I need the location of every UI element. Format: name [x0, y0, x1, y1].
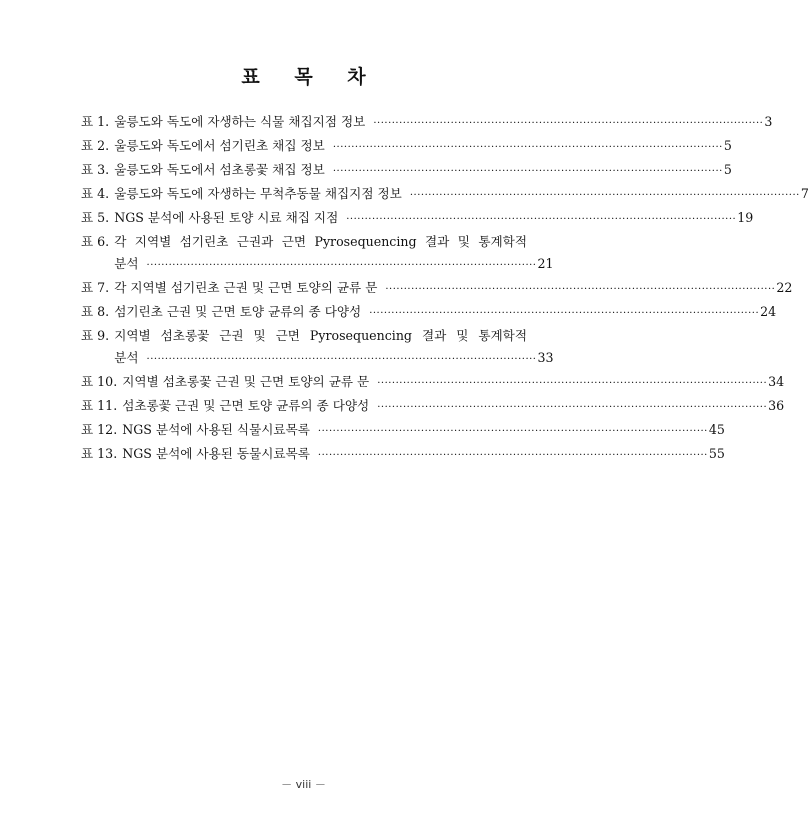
entry-body [114, 183, 809, 207]
entry-number: 표 5. [81, 210, 110, 225]
entry-number: 표 4. [81, 186, 110, 201]
entry-number: 표 1. [81, 114, 110, 129]
entry-line [114, 183, 809, 207]
entry-page: 3 [764, 114, 773, 129]
entry-body [122, 371, 785, 395]
entry-number: 표 11. [81, 398, 118, 413]
entry-body [114, 135, 732, 159]
entry-body [114, 207, 754, 231]
entry-page: 7 [800, 186, 809, 201]
entry-line [114, 277, 793, 301]
entry-line [114, 111, 773, 135]
dot-leader: ·········································································································· [377, 378, 768, 389]
entry-title: 지역별 섬초롱꽃 근권 및 근면 토양의 균류 문 [122, 374, 370, 389]
toc-entry [81, 395, 785, 419]
entry-line [122, 395, 785, 419]
entry-page: 19 [737, 210, 754, 225]
entry-body [122, 419, 725, 443]
toc-entry [81, 325, 554, 371]
entry-page: 33 [537, 350, 554, 365]
entry-line [114, 253, 554, 277]
entry-page: 34 [768, 374, 785, 389]
entry-body [114, 325, 554, 371]
entry-body [122, 443, 725, 467]
entry-number: 표 9. [81, 328, 110, 343]
entry-body [114, 231, 554, 277]
entry-body [114, 277, 793, 301]
entry-title: 섬기린초 근권 및 근면 토양 균류의 종 다양성 [114, 304, 362, 319]
entry-title: NGS 분석에 사용된 토양 시료 채집 지점 [114, 210, 339, 225]
dot-leader: ·········································································································· [346, 214, 737, 225]
page-number: － viii － [281, 778, 326, 791]
entry-title: 울릉도와 독도에서 섬기린초 채집 정보 [114, 138, 325, 153]
entry-title-line2: 분석 [114, 256, 139, 271]
entry-number: 표 13. [81, 446, 118, 461]
entry-line [122, 371, 785, 395]
entry-line [114, 207, 754, 231]
entry-number: 표 6. [81, 234, 110, 249]
entry-title: 섬초롱꽃 근권 및 근면 토양 균류의 종 다양성 [122, 398, 370, 413]
dot-leader: ·········································································································· [377, 402, 768, 413]
page-title: 표 목 차 [241, 66, 380, 88]
dot-leader: ·········································································································· [373, 118, 764, 129]
entry-title: 울릉도와 독도에 자생하는 식물 채집지점 정보 [114, 114, 366, 129]
entry-page: 22 [776, 280, 793, 295]
entry-line [114, 347, 554, 371]
entry-line [122, 443, 725, 467]
dot-leader: ·········································································································· [317, 426, 708, 437]
entry-number: 표 7. [81, 280, 110, 295]
dot-leader: ·········································································································· [146, 354, 537, 365]
entry-title: 울릉도와 독도에서 섬초롱꽃 채집 정보 [114, 162, 325, 177]
toc-entry [81, 135, 732, 159]
entry-page: 5 [723, 162, 732, 177]
dot-leader: ·········································································································· [385, 284, 776, 295]
dot-leader: ·········································································································· [332, 142, 723, 153]
entry-body [122, 395, 785, 419]
dot-leader: ·········································································································· [369, 308, 760, 319]
entry-title: NGS 분석에 사용된 동물시료목록 [122, 446, 310, 461]
dot-leader: ·········································································································· [146, 260, 537, 271]
entry-title: 각 지역별 섬기린초 근권 및 근면 토양의 균류 문 [114, 280, 378, 295]
toc-entry [81, 159, 732, 183]
entry-number: 표 10. [81, 374, 118, 389]
table-of-contents [81, 111, 809, 467]
toc-entry [81, 419, 725, 443]
toc-entry [81, 231, 554, 277]
entry-line [114, 159, 732, 183]
entry-page: 45 [708, 422, 725, 437]
entry-page: 21 [537, 256, 554, 271]
entry-line [114, 135, 732, 159]
entry-body [114, 111, 773, 135]
dot-leader: ·········································································································· [332, 166, 723, 177]
entry-page: 5 [723, 138, 732, 153]
dot-leader: ·········································································································· [317, 450, 708, 461]
toc-entry [81, 207, 754, 231]
entry-title-line1: 각 지역별 섬기린초 근권과 근면 Pyrosequencing 결과 및 통계학적 [114, 234, 527, 249]
entry-number: 표 8. [81, 304, 110, 319]
entry-body [114, 301, 777, 325]
entry-body [114, 159, 732, 183]
entry-number: 표 12. [81, 422, 118, 437]
toc-entry [81, 183, 809, 207]
toc-entry [81, 111, 773, 135]
toc-entry [81, 443, 725, 467]
toc-entry [81, 371, 785, 395]
entry-line [114, 301, 777, 325]
entry-page: 55 [708, 446, 725, 461]
entry-title-line1: 지역별 섬초롱꽃 근권 및 근면 Pyrosequencing 결과 및 통계학적 [114, 328, 527, 343]
entry-number: 표 3. [81, 162, 110, 177]
toc-entry [81, 301, 777, 325]
entry-title-line2: 분석 [114, 350, 139, 365]
entry-line [122, 419, 725, 443]
entry-title: NGS 분석에 사용된 식물시료목록 [122, 422, 310, 437]
entry-page: 36 [768, 398, 785, 413]
entry-title: 울릉도와 독도에 자생하는 무척추동물 채집지점 정보 [114, 186, 402, 201]
dot-leader: ·········································································································· [409, 190, 800, 201]
entry-page: 24 [760, 304, 777, 319]
entry-number: 표 2. [81, 138, 110, 153]
toc-entry [81, 277, 793, 301]
